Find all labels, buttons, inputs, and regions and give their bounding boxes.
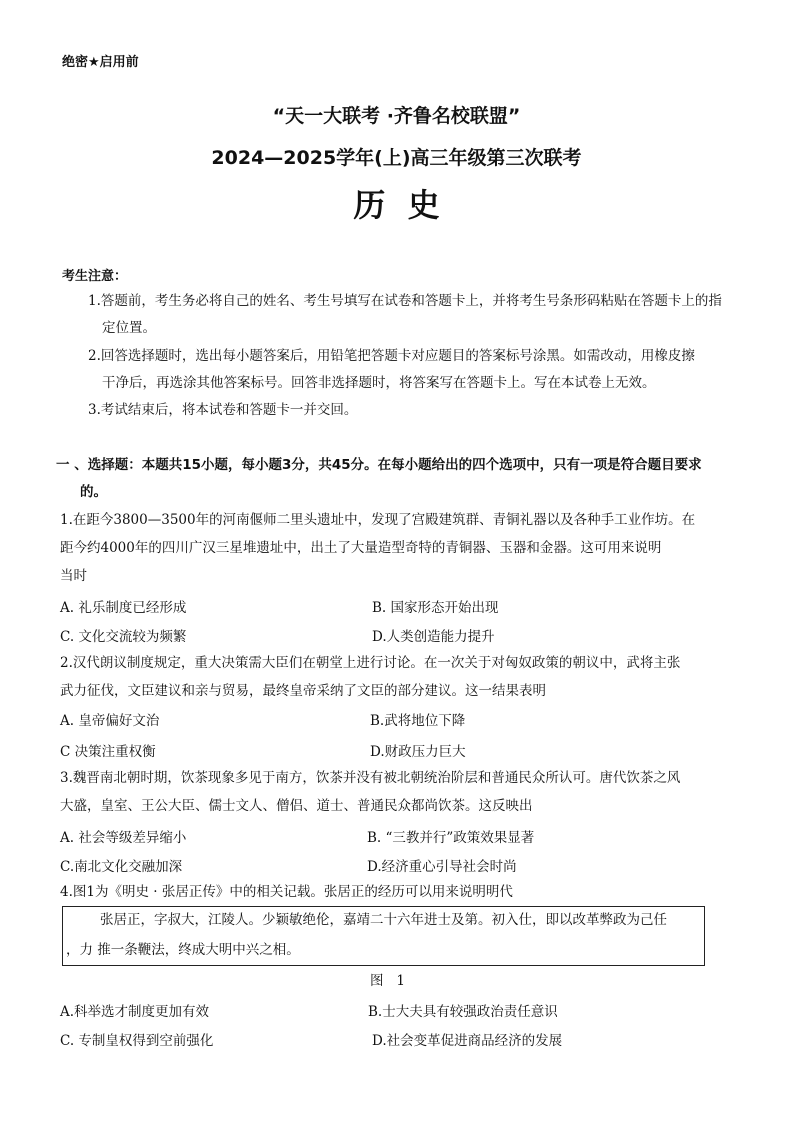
question-2-option-b[interactable]: B.武将地位下降 — [370, 713, 466, 729]
question-1-option-c[interactable]: C. 文化交流较为频繁 — [60, 629, 187, 645]
question-1-option-b[interactable]: B. 国家形态开始出现 — [372, 600, 499, 616]
notice-item: 定位置。 — [102, 320, 156, 336]
section-heading: 一 、选择题：本题共15小题，每小题3分，共45分。在每小题给出的四个选项中，只有一项是符合题目要求 — [56, 457, 702, 473]
subject-title: 历 史 — [353, 186, 440, 224]
question-1-stem: 1.在距今3800—3500年的河南偃师二里头遗址中，发现了宫殿建筑群、青铜礼器以及各种手工业作坊。在 — [60, 512, 696, 528]
notice-title: 考生注意： — [62, 269, 128, 284]
question-3-option-c[interactable]: C.南北文化交融加深 — [60, 859, 183, 875]
exam-union-title: “天一大联考 ·齐鲁名校联盟” — [272, 105, 521, 127]
figure-1-text: 张居正，字叔大，江陵人。少颖敏绝伦，嘉靖二十六年进士及第。初入仕，即以改革弊政为己任 — [100, 912, 667, 928]
notice-item: 1.答题前，考生务必将自己的姓名、考生号填写在试卷和答题卡上，并将考生号条形码粘贴在答题卡上的指 — [88, 293, 722, 309]
question-2-option-a[interactable]: A. 皇帝偏好文治 — [60, 713, 160, 729]
figure-1-caption: 图 1 — [370, 973, 405, 989]
question-3-option-b[interactable]: B. “三教并行”政策效果显著 — [367, 830, 535, 846]
confidential-label: 绝密★启用前 — [62, 55, 139, 70]
exam-term-title: 2024—2025学年(上)高三年级第三次联考 — [211, 147, 582, 169]
question-3-option-a[interactable]: A. 社会等级差异缩小 — [60, 830, 187, 846]
question-1-option-a[interactable]: A. 礼乐制度已经形成 — [60, 600, 187, 616]
question-1-stem: 当时 — [60, 568, 87, 584]
question-2-stem: 2.汉代朗议制度规定，重大决策需大臣们在朝堂上进行讨论。在一次关于对匈奴政策的朝议中，武将主张 — [60, 655, 681, 671]
question-4-option-d[interactable]: D.社会变革促进商品经济的发展 — [372, 1033, 563, 1049]
question-2-option-d[interactable]: D.财政压力巨大 — [370, 744, 466, 760]
question-2-option-c[interactable]: C 决策注重权衡 — [60, 744, 156, 760]
question-1-option-d[interactable]: D.人类创造能力提升 — [372, 629, 495, 645]
question-1-stem: 距今约4000年的四川广汉三星堆遗址中，出土了大量造型奇特的青铜器、玉器和金器。这可用来说明 — [60, 540, 662, 556]
question-4-option-c[interactable]: C. 专制皇权得到空前强化 — [60, 1033, 214, 1049]
figure-1-text: ，力 推一条鞭法，终成大明中兴之相。 — [66, 942, 300, 958]
question-3-stem: 大盛，皇室、王公大臣、儒士文人、僧侣、道士、普通民众都尚饮茶。这反映出 — [60, 798, 533, 814]
question-4-option-b[interactable]: B.士大夫具有较强政治责任意识 — [368, 1004, 558, 1020]
question-3-option-d[interactable]: D.经济重心引导社会时尚 — [367, 859, 517, 875]
question-4-option-a[interactable]: A.科举选才制度更加有效 — [60, 1004, 210, 1020]
question-2-stem: 武力征伐，文臣建议和亲与贸易，最终皇帝采纳了文臣的部分建议。这一结果表明 — [60, 683, 546, 699]
notice-item: 2.回答选择题时，选出每小题答案后，用铅笔把答题卡对应题目的答案标号涂黑。如需改动，用橡皮擦 — [88, 348, 695, 364]
notice-item: 干净后，再选涂其他答案标号。回答非选择题时，将答案写在答题卡上。写在本试卷上无效。 — [102, 375, 656, 391]
notice-item: 3.考试结束后，将本试卷和答题卡一并交回。 — [88, 402, 358, 418]
section-heading-cont: 的。 — [80, 484, 107, 500]
question-3-stem: 3.魏晋南北朝时期，饮茶现象多见于南方，饮茶并没有被北朝统治阶层和普通民众所认可。唐代饮茶之风 — [60, 770, 681, 786]
question-4-stem: 4.图1为《明史 · 张居正传》中的相关记载。张居正的经历可以用来说明明代 — [60, 884, 513, 900]
